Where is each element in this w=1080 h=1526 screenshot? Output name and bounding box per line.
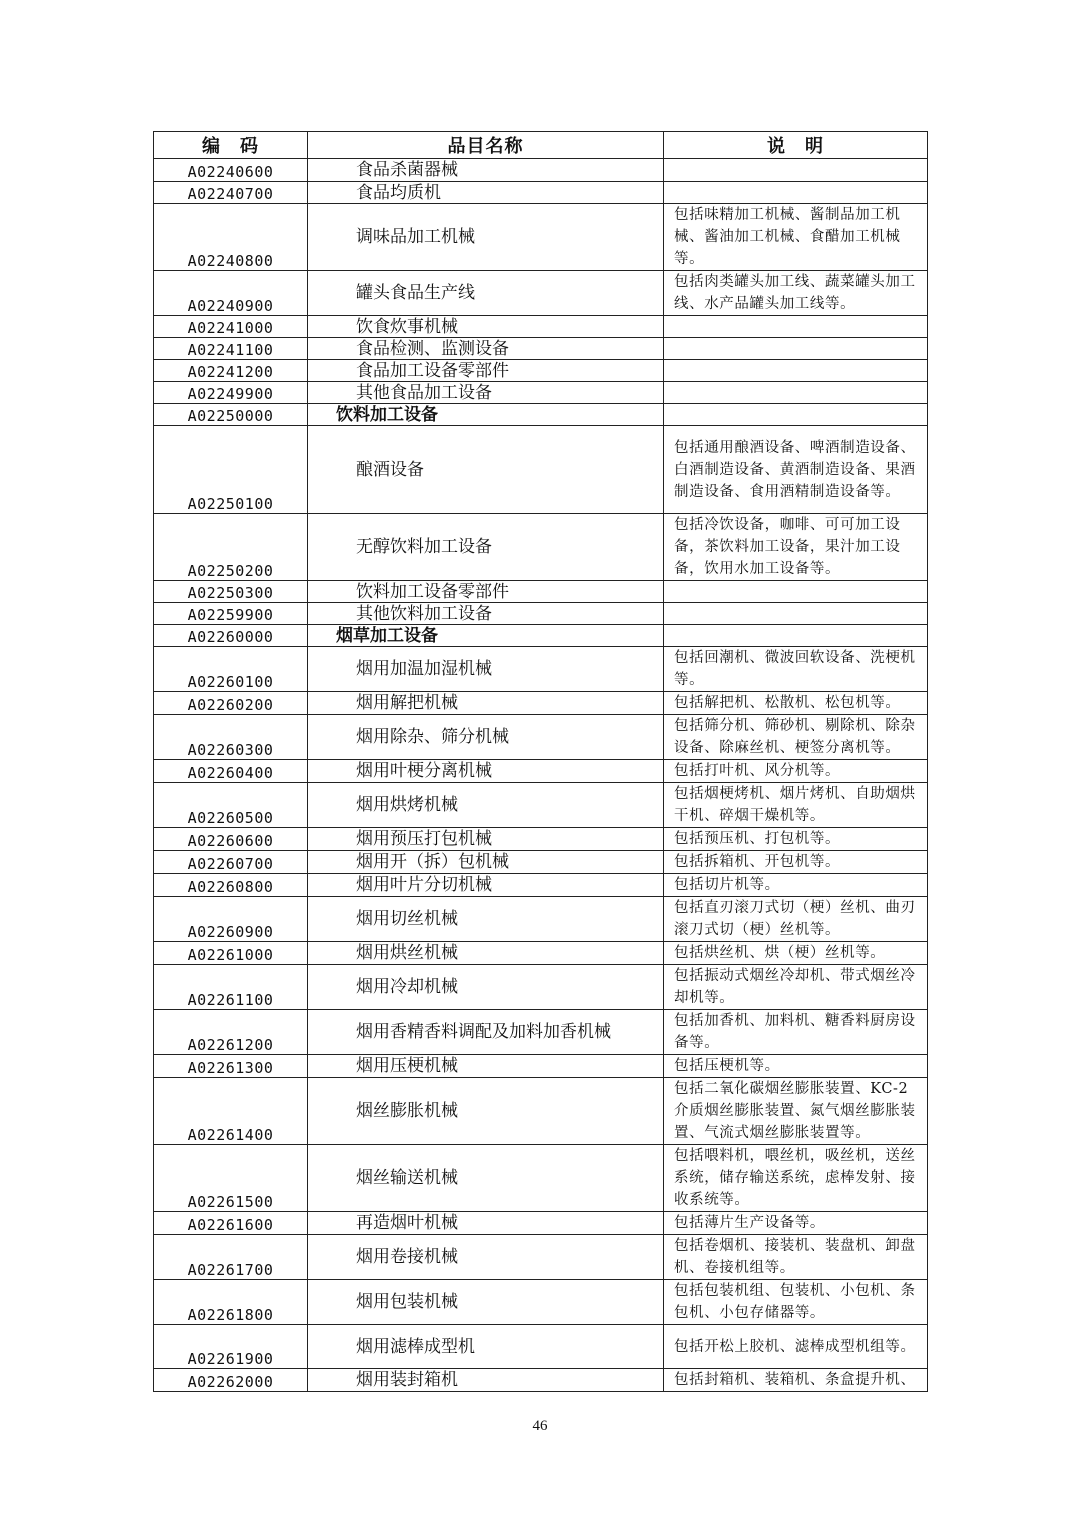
table-row [154, 1280, 928, 1325]
item-name: 食品加工设备零部件 [308, 360, 664, 382]
item-description: 包括振动式烟丝冷却机、带式烟丝冷却机等。 [664, 965, 928, 1010]
item-description: 包括喂料机，喂丝机，吸丝机，送丝系统，储存输送系统，虑棒发射、接收系统等。 [664, 1145, 928, 1212]
item-code: A02260700 [154, 851, 308, 874]
item-description: 包括解把机、松散机、松包机等。 [664, 692, 928, 715]
item-name: 烟用装封箱机 [308, 1369, 664, 1392]
item-description: 包括烟梗烤机、烟片烤机、自助烟烘干机、碎烟干燥机等。 [664, 783, 928, 828]
item-code: A02259900 [154, 603, 308, 625]
item-description: 包括切片机等。 [664, 874, 928, 897]
table-row [154, 159, 928, 182]
item-description [664, 316, 928, 338]
table-row [154, 204, 928, 271]
item-code: A02240600 [154, 159, 308, 182]
item-name: 其他食品加工设备 [308, 382, 664, 404]
item-name: 烟丝膨胀机械 [308, 1078, 664, 1145]
category-row [154, 625, 928, 647]
item-description: 包括味精加工机械、酱制品加工机械、酱油加工机械、食醋加工机械等。 [664, 204, 928, 271]
item-description [664, 404, 928, 426]
item-code: A02262000 [154, 1369, 308, 1392]
item-description: 包括直刃滚刀式切（梗）丝机、曲刃滚刀式切（梗）丝机等。 [664, 897, 928, 942]
item-code: A02260900 [154, 897, 308, 942]
item-description: 包括冷饮设备，咖啡、可可加工设备，茶饮料加工设备，果汁加工设备，饮用水加工设备等。 [664, 514, 928, 581]
item-code: A02250200 [154, 514, 308, 581]
item-name: 饮食炊事机械 [308, 316, 664, 338]
item-code: A02241100 [154, 338, 308, 360]
item-description: 包括包装机组、包装机、小包机、条包机、小包存储器等。 [664, 1280, 928, 1325]
item-description: 包括二氧化碳烟丝膨胀装置、KC-2介质烟丝膨胀装置、氮气烟丝膨胀装置、气流式烟丝膨胀装置等。 [664, 1078, 928, 1145]
table-row [154, 514, 928, 581]
table-row [154, 1078, 928, 1145]
item-code: A02261200 [154, 1010, 308, 1055]
item-name: 烟用切丝机械 [308, 897, 664, 942]
item-name: 再造烟叶机械 [308, 1212, 664, 1235]
category-name: 烟草加工设备 [308, 625, 664, 647]
table-row [154, 1369, 928, 1392]
table-row [154, 271, 928, 316]
item-description: 包括打叶机、风分机等。 [664, 760, 928, 783]
item-name: 烟用烘丝机械 [308, 942, 664, 965]
item-description: 包括卷烟机、接装机、装盘机、卸盘机、卷接机组等。 [664, 1235, 928, 1280]
item-code: A02240900 [154, 271, 308, 316]
item-name: 烟用开（拆）包机械 [308, 851, 664, 874]
table-row [154, 581, 928, 603]
table-row [154, 426, 928, 514]
item-name: 调味品加工机械 [308, 204, 664, 271]
table-row [154, 603, 928, 625]
item-description [664, 625, 928, 647]
item-description: 包括开松上胶机、滤棒成型机组等。 [664, 1325, 928, 1369]
table-row [154, 828, 928, 851]
item-code: A02241000 [154, 316, 308, 338]
item-code: A02261800 [154, 1280, 308, 1325]
table-row [154, 1325, 928, 1369]
item-description: 包括封箱机、装箱机、条盒提升机、 [664, 1369, 928, 1392]
item-code: A02249900 [154, 382, 308, 404]
item-code: A02250300 [154, 581, 308, 603]
table-row [154, 942, 928, 965]
item-code: A02260400 [154, 760, 308, 783]
item-name: 酿酒设备 [308, 426, 664, 514]
table-row [154, 647, 928, 692]
item-code: A02261000 [154, 942, 308, 965]
item-name: 饮料加工设备零部件 [308, 581, 664, 603]
table-row [154, 1055, 928, 1078]
table-row [154, 692, 928, 715]
item-description: 包括预压机、打包机等。 [664, 828, 928, 851]
item-name: 烟用加温加湿机械 [308, 647, 664, 692]
item-name: 烟用包装机械 [308, 1280, 664, 1325]
item-description [664, 182, 928, 204]
item-description: 包括通用酿酒设备、啤酒制造设备、白酒制造设备、黄酒制造设备、果酒制造设备、食用酒精制造设备等。 [664, 426, 928, 514]
table-row [154, 1010, 928, 1055]
item-description [664, 159, 928, 182]
item-name: 无醇饮料加工设备 [308, 514, 664, 581]
header-name: 品目名称 [308, 132, 664, 159]
item-name: 烟丝输送机械 [308, 1145, 664, 1212]
item-name: 罐头食品生产线 [308, 271, 664, 316]
item-code: A02261400 [154, 1078, 308, 1145]
table-header-row [154, 132, 928, 159]
item-name: 烟用预压打包机械 [308, 828, 664, 851]
item-name: 食品均质机 [308, 182, 664, 204]
item-code: A02240800 [154, 204, 308, 271]
item-description: 包括烘丝机、烘（梗）丝机等。 [664, 942, 928, 965]
table-row [154, 360, 928, 382]
table-row [154, 897, 928, 942]
item-code: A02261500 [154, 1145, 308, 1212]
item-code: A02260600 [154, 828, 308, 851]
header-code: 编 码 [154, 132, 308, 159]
item-name: 食品杀菌器械 [308, 159, 664, 182]
item-description: 包括薄片生产设备等。 [664, 1212, 928, 1235]
item-code: A02250100 [154, 426, 308, 514]
table-row [154, 316, 928, 338]
catalog-table [153, 131, 928, 1392]
item-name: 烟用叶片分切机械 [308, 874, 664, 897]
item-code: A02261700 [154, 1235, 308, 1280]
item-code: A02260200 [154, 692, 308, 715]
item-description [664, 382, 928, 404]
item-name: 烟用香精香料调配及加料加香机械 [308, 1010, 664, 1055]
item-name: 烟用烘烤机械 [308, 783, 664, 828]
category-row [154, 404, 928, 426]
item-code: A02261600 [154, 1212, 308, 1235]
item-name: 其他饮料加工设备 [308, 603, 664, 625]
item-name: 烟用卷接机械 [308, 1235, 664, 1280]
table-row [154, 783, 928, 828]
item-description: 包括筛分机、筛砂机、剔除机、除杂设备、除麻丝机、梗签分离机等。 [664, 715, 928, 760]
item-name: 烟用滤棒成型机 [308, 1325, 664, 1369]
item-description: 包括肉类罐头加工线、蔬菜罐头加工线、水产品罐头加工线等。 [664, 271, 928, 316]
table-row [154, 760, 928, 783]
item-code: A02261100 [154, 965, 308, 1010]
item-name: 食品检测、监测设备 [308, 338, 664, 360]
item-description [664, 581, 928, 603]
item-code: A02260300 [154, 715, 308, 760]
item-description [664, 603, 928, 625]
item-code: A02260800 [154, 874, 308, 897]
header-desc: 说 明 [664, 132, 928, 159]
table-row [154, 1145, 928, 1212]
table-body [154, 159, 928, 1392]
item-description: 包括加香机、加料机、糖香料厨房设备等。 [664, 1010, 928, 1055]
category-name: 饮料加工设备 [308, 404, 664, 426]
table-row [154, 851, 928, 874]
item-name: 烟用解把机械 [308, 692, 664, 715]
table-row [154, 715, 928, 760]
item-description [664, 360, 928, 382]
item-name: 烟用除杂、筛分机械 [308, 715, 664, 760]
item-code: A02240700 [154, 182, 308, 204]
table-row [154, 874, 928, 897]
item-description: 包括拆箱机、开包机等。 [664, 851, 928, 874]
item-code: A02250000 [154, 404, 308, 426]
item-code: A02261900 [154, 1325, 308, 1369]
table-row [154, 182, 928, 204]
item-code: A02241200 [154, 360, 308, 382]
item-code: A02260500 [154, 783, 308, 828]
table-row [154, 1235, 928, 1280]
table-row [154, 965, 928, 1010]
item-name: 烟用冷却机械 [308, 965, 664, 1010]
page-number: 46 [532, 1418, 548, 1434]
item-name: 烟用压梗机械 [308, 1055, 664, 1078]
table-row [154, 338, 928, 360]
table-row [154, 1212, 928, 1235]
item-code: A02260100 [154, 647, 308, 692]
item-description [664, 338, 928, 360]
item-name: 烟用叶梗分离机械 [308, 760, 664, 783]
item-code: A02260000 [154, 625, 308, 647]
table-row [154, 382, 928, 404]
item-description: 包括压梗机等。 [664, 1055, 928, 1078]
item-description: 包括回潮机、微波回软设备、洗梗机等。 [664, 647, 928, 692]
item-code: A02261300 [154, 1055, 308, 1078]
